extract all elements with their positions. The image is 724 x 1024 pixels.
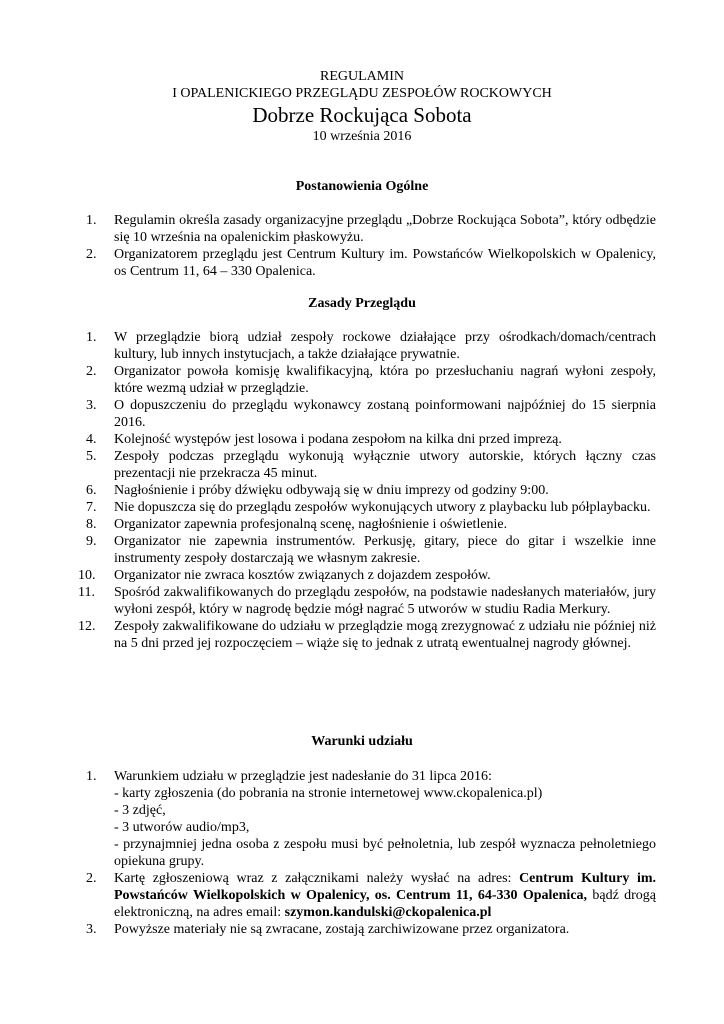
list-item	[60, 499, 656, 516]
item-number: 12.	[78, 619, 96, 634]
list-item	[60, 516, 656, 533]
requirement-audio: - 3 utworów audio/mp3,	[114, 820, 250, 835]
list-item	[60, 448, 656, 482]
item-text: Kolejność występów jest losowa i podana zespołom na kilka dni przed imprezą.	[114, 432, 562, 447]
item-text: W przeglądzie biorą udział zespoły rockowe działające przy ośrodkach/domach/centrach kultury, lub innych instytucjach, a także działające prywatnie.	[114, 330, 656, 362]
item-text-cont: bądź drogą elektroniczną, na adres email:	[114, 888, 656, 920]
item-text: Powyższe materiały nie są zwracane, zostają zarchiwizowane przez organizatora.	[114, 922, 570, 937]
item-text: Zespoły zakwalifikowane do udziału w przeglądzie mogą zrezygnować z udziału nie później niż na 5 dni przed jej rozpoczęciem – wiąże się to jednak z utratą ewentualnej nagrody głównej.	[114, 619, 656, 651]
heading-rules: Zasady Przeglądu	[308, 296, 416, 311]
item-number: 5.	[86, 449, 97, 464]
item-number: 11.	[78, 585, 95, 600]
item-text: Spośród zakwalifikowanych do przeglądu zespołów, na podstawie nadesłanych materiałów, jury wyłoni zespół, który w nagrodę będzie mógł nagrać 5 utworów w studiu Radia Merkury.	[114, 585, 656, 617]
item-text: Organizatorem przeglądu jest Centrum Kultury im. Powstańców Wielkopolskich w Opalenicy, os Centrum 11, 64 – 330 Opalenica.	[114, 247, 656, 279]
list-item	[60, 921, 656, 938]
item-number: 6.	[86, 483, 97, 498]
contact-email: szymon.kandulski@ckopalenica.pl	[284, 905, 492, 920]
list-item	[60, 212, 656, 246]
item-number: 2.	[86, 871, 97, 886]
item-text: Organizator nie zapewnia instrumentów. Perkusję, gitary, piece do gitar i wszelkie inne instrumenty zespoły dostarczają we własnym zakresie.	[114, 534, 656, 566]
list-item	[60, 246, 656, 280]
list-item	[60, 618, 656, 652]
item-number: 7.	[86, 500, 97, 515]
item-number: 1.	[86, 330, 97, 345]
item-intro: Warunkiem udziału w przeglądzie jest nadesłanie do 31 lipca 2016:	[114, 769, 492, 784]
heading-conditions: Warunki udziału	[311, 734, 413, 749]
item-number: 10.	[78, 568, 96, 583]
item-text: Regulamin określa zasady organizacyjne przeglądu „Dobrze Rockująca Sobota”, który odbędzie się 10 września na opalenickim płaskowyżu.	[114, 213, 656, 245]
item-number: 1.	[86, 213, 97, 228]
postal-address: Centrum Kultury im. Powstańców Wielkopolskich w Opalenicy, os. Centrum 11, 64-330 Opalenica,	[114, 871, 656, 903]
item-number: 8.	[86, 517, 97, 532]
doc-date: 10 września 2016	[312, 129, 412, 144]
list-item	[60, 870, 656, 921]
list-item	[60, 584, 656, 618]
list-item	[60, 533, 656, 567]
item-text: Zespoły podczas przeglądu wykonują wyłącznie utwory autorskie, których łączny czas prezentacji nie przekracza 45 minut.	[114, 449, 656, 481]
doc-subtitle: I OPALENICKIEGO PRZEGLĄDU ZESPOŁÓW ROCKOWYCH	[172, 86, 552, 101]
list-general	[60, 212, 656, 280]
item-number: 3.	[86, 398, 97, 413]
list-item	[60, 431, 656, 448]
doc-label: REGULAMIN	[320, 69, 404, 84]
item-text: Nagłośnienie i próby dźwięku odbywają się w dniu imprezy od godziny 9:00.	[114, 483, 549, 498]
list-item	[60, 329, 656, 363]
item-text: Nie dopuszcza się do przeglądu zespołów wykonujących utwory z playbacku lub półplaybacku.	[114, 500, 651, 515]
list-item	[60, 482, 656, 499]
list-item	[60, 397, 656, 431]
item-number: 3.	[86, 922, 97, 937]
doc-title: Dobrze Rockująca Sobota	[252, 103, 472, 127]
item-number: 9.	[86, 534, 97, 549]
item-text: Organizator nie zwraca kosztów związanych z dojazdem zespołów.	[114, 568, 491, 583]
list-rules	[60, 329, 656, 652]
heading-general: Postanowienia Ogólne	[295, 179, 429, 194]
item-text: Organizator zapewnia profesjonalną scenę, nagłośnienie i oświetlenie.	[114, 517, 508, 532]
list-item	[60, 363, 656, 397]
requirement-adult: - przynajmniej jedna osoba z zespołu musi być pełnoletnia, lub zespół wyznacza pełnoletniego opiekuna grupy.	[114, 837, 656, 869]
list-conditions	[60, 768, 656, 938]
requirement-photos: - 3 zdjęć,	[114, 803, 166, 818]
item-text: Organizator powoła komisję kwalifikacyjną, która po przesłuchaniu nagrań wyłoni zespoły, które wezmą udział w przeglądzie.	[114, 364, 656, 396]
item-number: 1.	[86, 769, 97, 784]
list-item	[60, 567, 656, 584]
item-text: O dopuszczeniu do przeglądu wykonawcy zostaną poinformowani najpóźniej do 15 sierpnia 2016.	[114, 398, 656, 430]
item-text: Kartę zgłoszeniową wraz z załącznikami należy wysłać na adres:	[114, 871, 520, 886]
item-number: 4.	[86, 432, 97, 447]
item-number: 2.	[86, 247, 97, 262]
list-item	[60, 768, 656, 870]
item-number: 2.	[86, 364, 97, 379]
requirement-entry-form: - karty zgłoszenia (do pobrania na stronie internetowej www.ckopalenica.pl)	[114, 786, 543, 801]
